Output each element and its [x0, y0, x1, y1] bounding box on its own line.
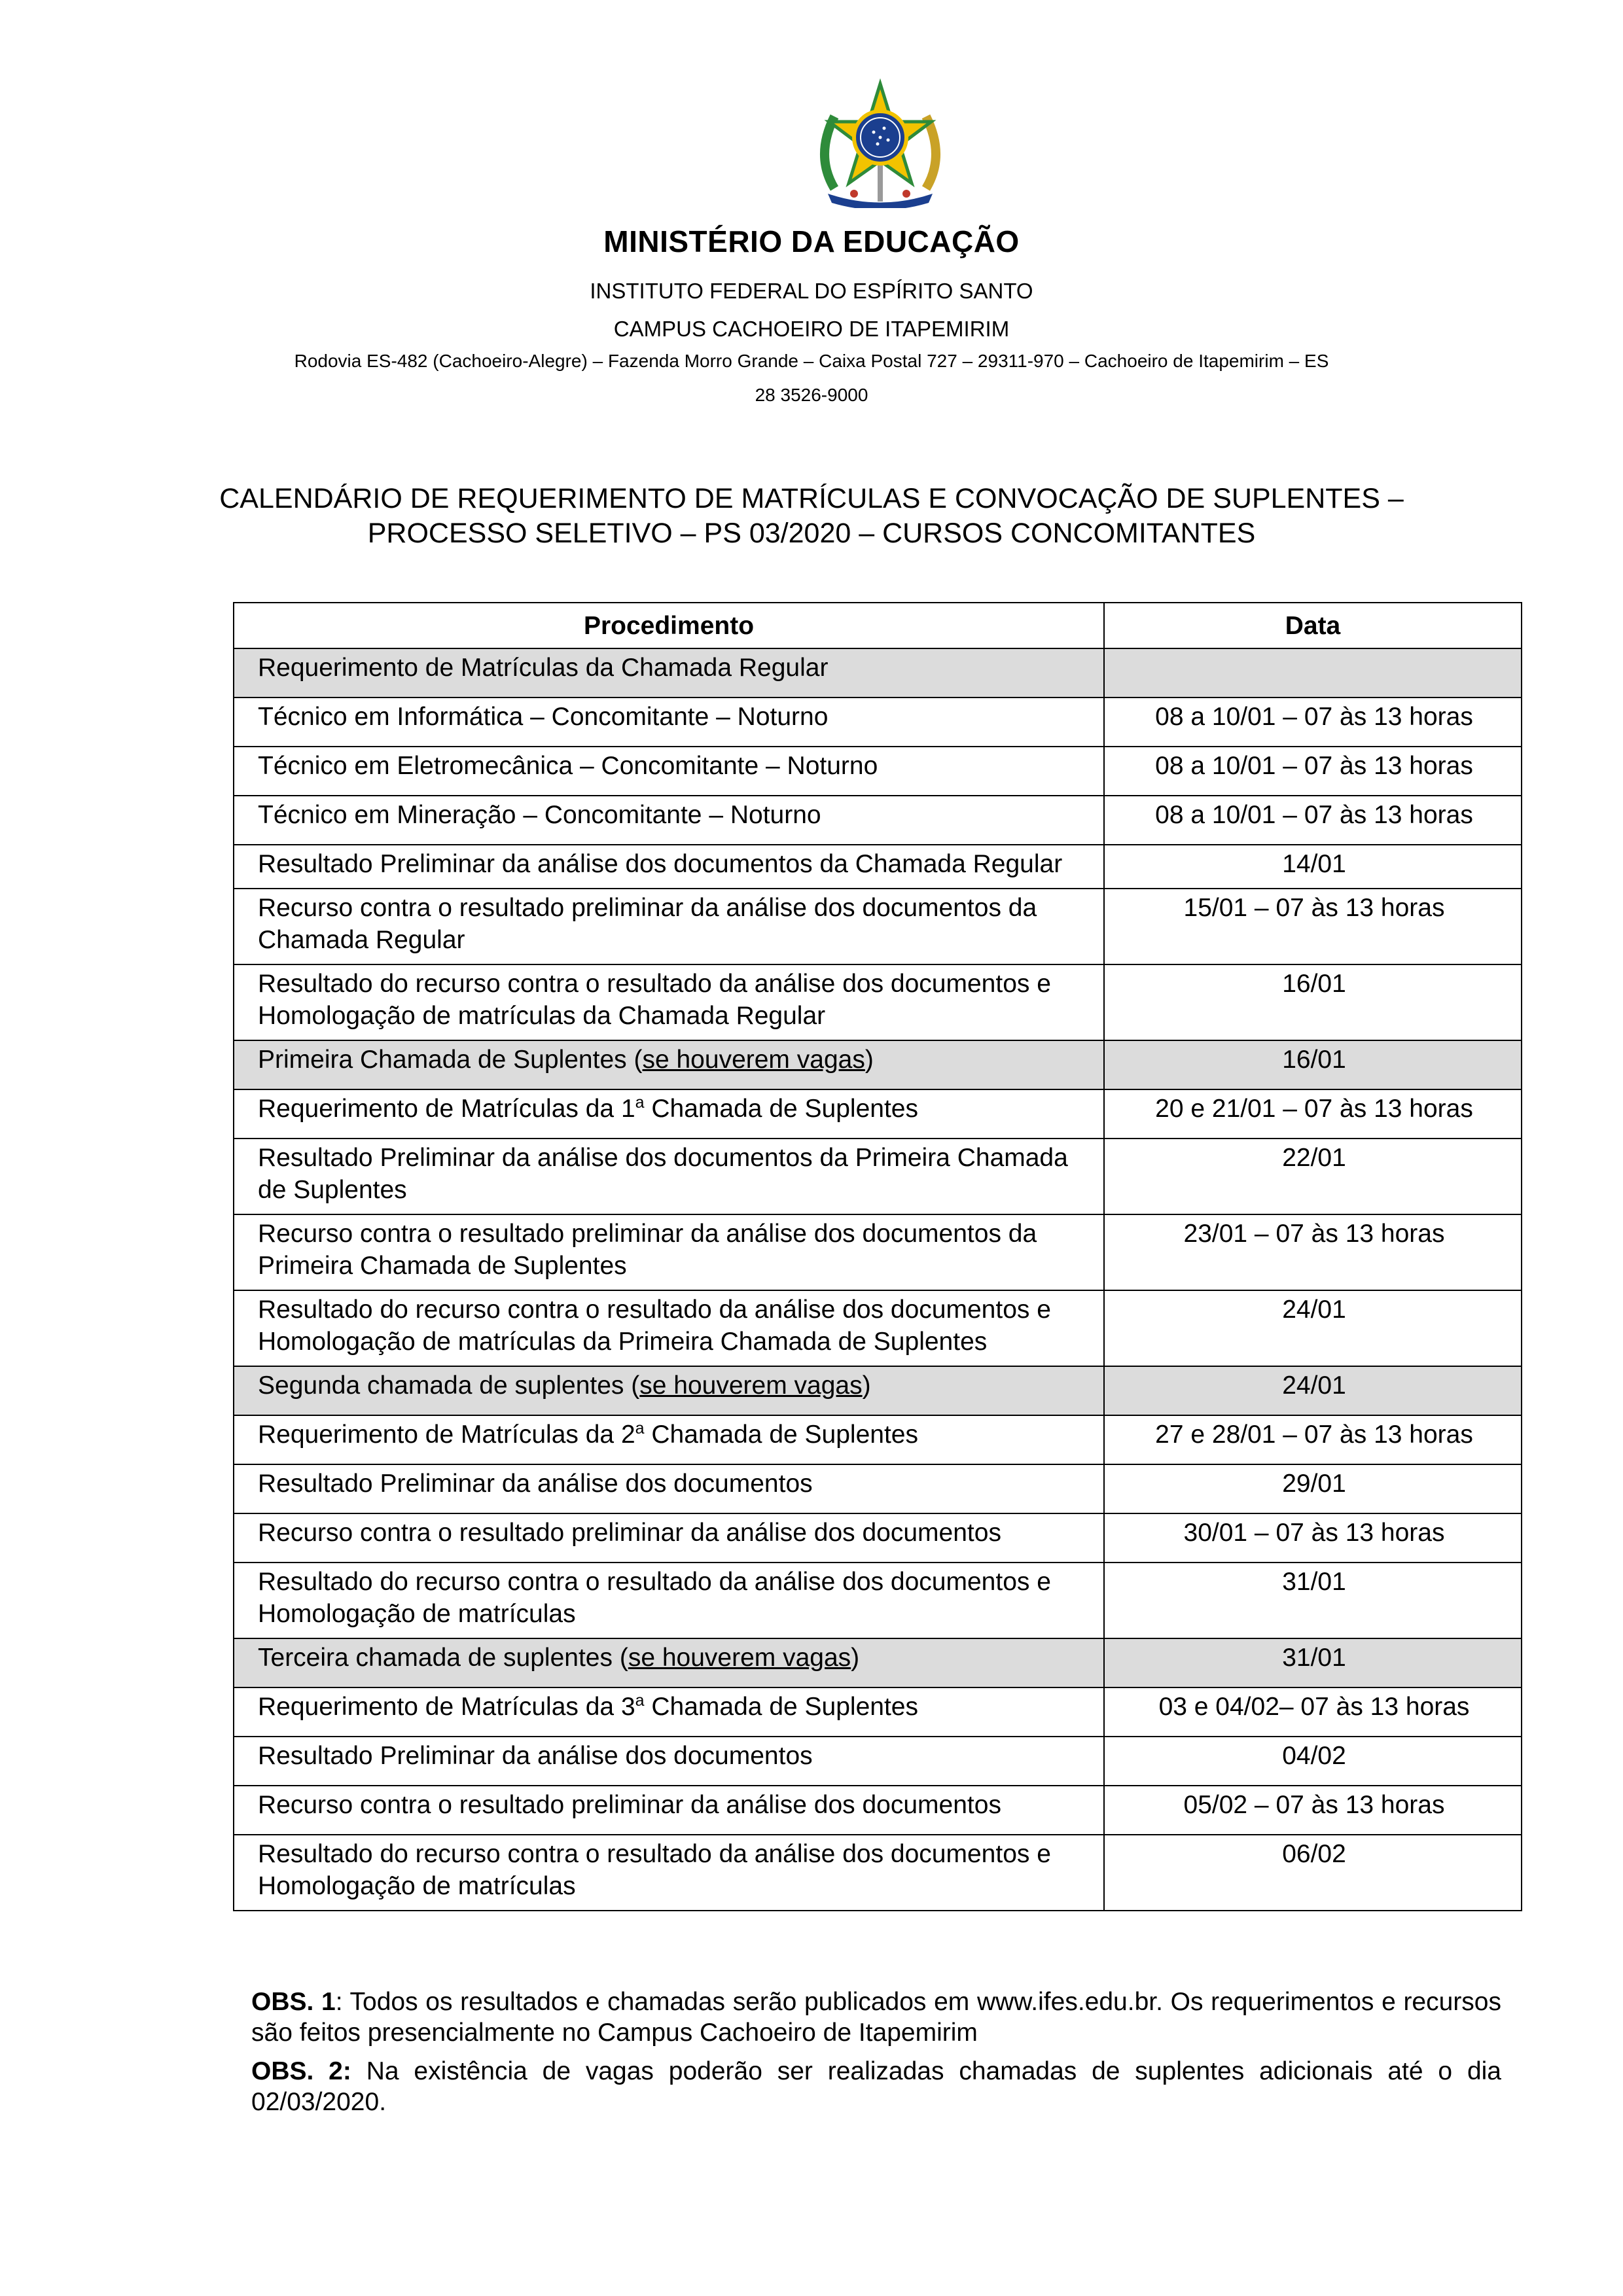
date-cell: 08 a 10/01 – 07 às 13 horas	[1104, 796, 1522, 845]
table-row	[234, 889, 1522, 964]
procedure-sup: a	[635, 1691, 645, 1710]
procedure-cell: Resultado Preliminar da análise dos documentos da Primeira Chamada de Suplentes	[234, 1139, 1104, 1214]
date-cell	[1104, 648, 1522, 698]
procedure-cell	[234, 1040, 1104, 1089]
table-row	[234, 845, 1522, 889]
table-row	[234, 1139, 1522, 1214]
table-row	[234, 1464, 1522, 1513]
note-2-label: OBS. 2:	[251, 2057, 351, 2085]
procedure-cell: Técnico em Eletromecânica – Concomitante – Noturno	[234, 747, 1104, 796]
date-cell: 20 e 21/01 – 07 às 13 horas	[1104, 1089, 1522, 1139]
procedure-cell: Técnico em Mineração – Concomitante – Noturno	[234, 796, 1104, 845]
table-row	[234, 1214, 1522, 1290]
table-row	[234, 1366, 1522, 1415]
table-row	[234, 698, 1522, 747]
procedure-prefix: Terceira chamada de suplentes (	[258, 1644, 628, 1672]
date-cell: 03 e 04/02– 07 às 13 horas	[1104, 1687, 1522, 1737]
table-row	[234, 1415, 1522, 1464]
note-2	[251, 2056, 1501, 2117]
header-procedure: Procedimento	[234, 603, 1104, 648]
procedure-suffix: Chamada de Suplentes	[644, 1095, 918, 1123]
procedure-prefix: Requerimento de Matrículas da 1	[258, 1095, 635, 1123]
date-cell: 16/01	[1104, 1040, 1522, 1089]
table-row	[234, 648, 1522, 698]
table-row	[234, 964, 1522, 1040]
procedure-cell: Requerimento de Matrículas da Chamada Regular	[234, 648, 1104, 698]
procedure-cell: Resultado Preliminar da análise dos documentos	[234, 1464, 1104, 1513]
date-cell: 22/01	[1104, 1139, 1522, 1214]
date-cell: 08 a 10/01 – 07 às 13 horas	[1104, 747, 1522, 796]
table-row	[234, 1687, 1522, 1737]
procedure-suffix: Chamada de Suplentes	[644, 1693, 918, 1721]
table-row	[234, 796, 1522, 845]
address: Rodovia ES-482 (Cachoeiro-Alegre) – Fazenda Morro Grande – Caixa Postal 727 – 29311-970 – Cachoeiro de Itapemirim – ES	[294, 351, 1329, 371]
institute-name: INSTITUTO FEDERAL DO ESPÍRITO SANTO	[590, 279, 1033, 303]
table-row	[234, 1835, 1522, 1911]
procedure-cell	[234, 1089, 1104, 1139]
date-cell: 30/01 – 07 às 13 horas	[1104, 1513, 1522, 1563]
procedure-cell	[234, 1366, 1104, 1415]
date-cell: 14/01	[1104, 845, 1522, 889]
date-cell: 08 a 10/01 – 07 às 13 horas	[1104, 698, 1522, 747]
procedure-cell: Resultado Preliminar da análise dos documentos da Chamada Regular	[234, 845, 1104, 889]
table-row	[234, 1737, 1522, 1786]
table-row	[234, 1638, 1522, 1687]
date-cell: 05/02 – 07 às 13 horas	[1104, 1786, 1522, 1835]
date-cell: 24/01	[1104, 1290, 1522, 1366]
date-cell: 23/01 – 07 às 13 horas	[1104, 1214, 1522, 1290]
table-row	[234, 1040, 1522, 1089]
procedure-sup: a	[635, 1419, 645, 1438]
document-title-line-2: PROCESSO SELETIVO – PS 03/2020 – CURSOS CONCOMITANTES	[367, 518, 1256, 549]
procedure-underlined: se houverem vagas	[642, 1046, 865, 1074]
procedure-cell: Recurso contra o resultado preliminar da análise dos documentos	[234, 1786, 1104, 1835]
procedure-suffix: Chamada de Suplentes	[644, 1421, 918, 1449]
phone: 28 3526-9000	[755, 385, 868, 405]
procedure-cell: Técnico em Informática – Concomitante – Noturno	[234, 698, 1104, 747]
procedure-suffix: )	[851, 1644, 860, 1672]
procedure-suffix: )	[865, 1046, 874, 1074]
document-title-line-1: CALENDÁRIO DE REQUERIMENTO DE MATRÍCULAS E CONVOCAÇÃO DE SUPLENTES –	[219, 483, 1404, 514]
procedure-suffix: )	[862, 1371, 871, 1400]
date-cell: 04/02	[1104, 1737, 1522, 1786]
header-date: Data	[1104, 603, 1522, 648]
brazil-coat-of-arms-icon	[808, 77, 952, 208]
calendar-table	[233, 602, 1522, 1911]
ministry-name: MINISTÉRIO DA EDUCAÇÃO	[603, 224, 1020, 258]
procedure-underlined: se houverem vagas	[639, 1371, 863, 1400]
procedure-cell: Resultado do recurso contra o resultado da análise dos documentos e Homologação de matrículas	[234, 1563, 1104, 1638]
procedure-cell: Recurso contra o resultado preliminar da análise dos documentos da Primeira Chamada de Suplentes	[234, 1214, 1104, 1290]
procedure-prefix: Requerimento de Matrículas da 2	[258, 1421, 635, 1449]
table-row	[234, 1290, 1522, 1366]
note-1-label: OBS. 1	[251, 1988, 336, 2016]
table-row	[234, 1513, 1522, 1563]
procedure-cell: Resultado do recurso contra o resultado da análise dos documentos e Homologação de matrículas	[234, 1835, 1104, 1911]
note-2-text: Na existência de vagas poderão ser realizadas chamadas de suplentes adicionais até o dia 02/03/2020.	[251, 2057, 1501, 2116]
table-row	[234, 1563, 1522, 1638]
procedure-sup: a	[635, 1093, 645, 1112]
date-cell: 06/02	[1104, 1835, 1522, 1911]
procedure-cell: Recurso contra o resultado preliminar da análise dos documentos	[234, 1513, 1104, 1563]
procedure-prefix: Requerimento de Matrículas da 3	[258, 1693, 635, 1721]
date-cell: 16/01	[1104, 964, 1522, 1040]
campus-name: CAMPUS CACHOEIRO DE ITAPEMIRIM	[613, 317, 1010, 341]
table-header-row	[234, 603, 1522, 648]
date-cell: 31/01	[1104, 1638, 1522, 1687]
date-cell: 29/01	[1104, 1464, 1522, 1513]
procedure-cell: Resultado do recurso contra o resultado da análise dos documentos e Homologação de matrículas da Primeira Chamada de Suplentes	[234, 1290, 1104, 1366]
date-cell: 15/01 – 07 às 13 horas	[1104, 889, 1522, 964]
table-row	[234, 747, 1522, 796]
date-cell: 31/01	[1104, 1563, 1522, 1638]
procedure-cell: Resultado do recurso contra o resultado da análise dos documentos e Homologação de matrículas da Chamada Regular	[234, 964, 1104, 1040]
procedure-cell	[234, 1687, 1104, 1737]
note-1-text: : Todos os resultados e chamadas serão publicados em www.ifes.edu.br. Os requerimentos e recursos são feitos presencialmente no Campus Cachoeiro de Itapemirim	[251, 1988, 1501, 2047]
procedure-prefix: Segunda chamada de suplentes (	[258, 1371, 640, 1400]
document-title	[196, 482, 1427, 551]
procedure-cell: Resultado Preliminar da análise dos documentos	[234, 1737, 1104, 1786]
date-cell: 24/01	[1104, 1366, 1522, 1415]
procedure-cell: Recurso contra o resultado preliminar da análise dos documentos da Chamada Regular	[234, 889, 1104, 964]
procedure-underlined: se houverem vagas	[628, 1644, 851, 1672]
procedure-cell	[234, 1415, 1104, 1464]
table-row	[234, 1786, 1522, 1835]
table-row	[234, 1089, 1522, 1139]
procedure-cell	[234, 1638, 1104, 1687]
procedure-prefix: Primeira Chamada de Suplentes (	[258, 1046, 643, 1074]
date-cell: 27 e 28/01 – 07 às 13 horas	[1104, 1415, 1522, 1464]
note-1	[251, 1987, 1501, 2048]
